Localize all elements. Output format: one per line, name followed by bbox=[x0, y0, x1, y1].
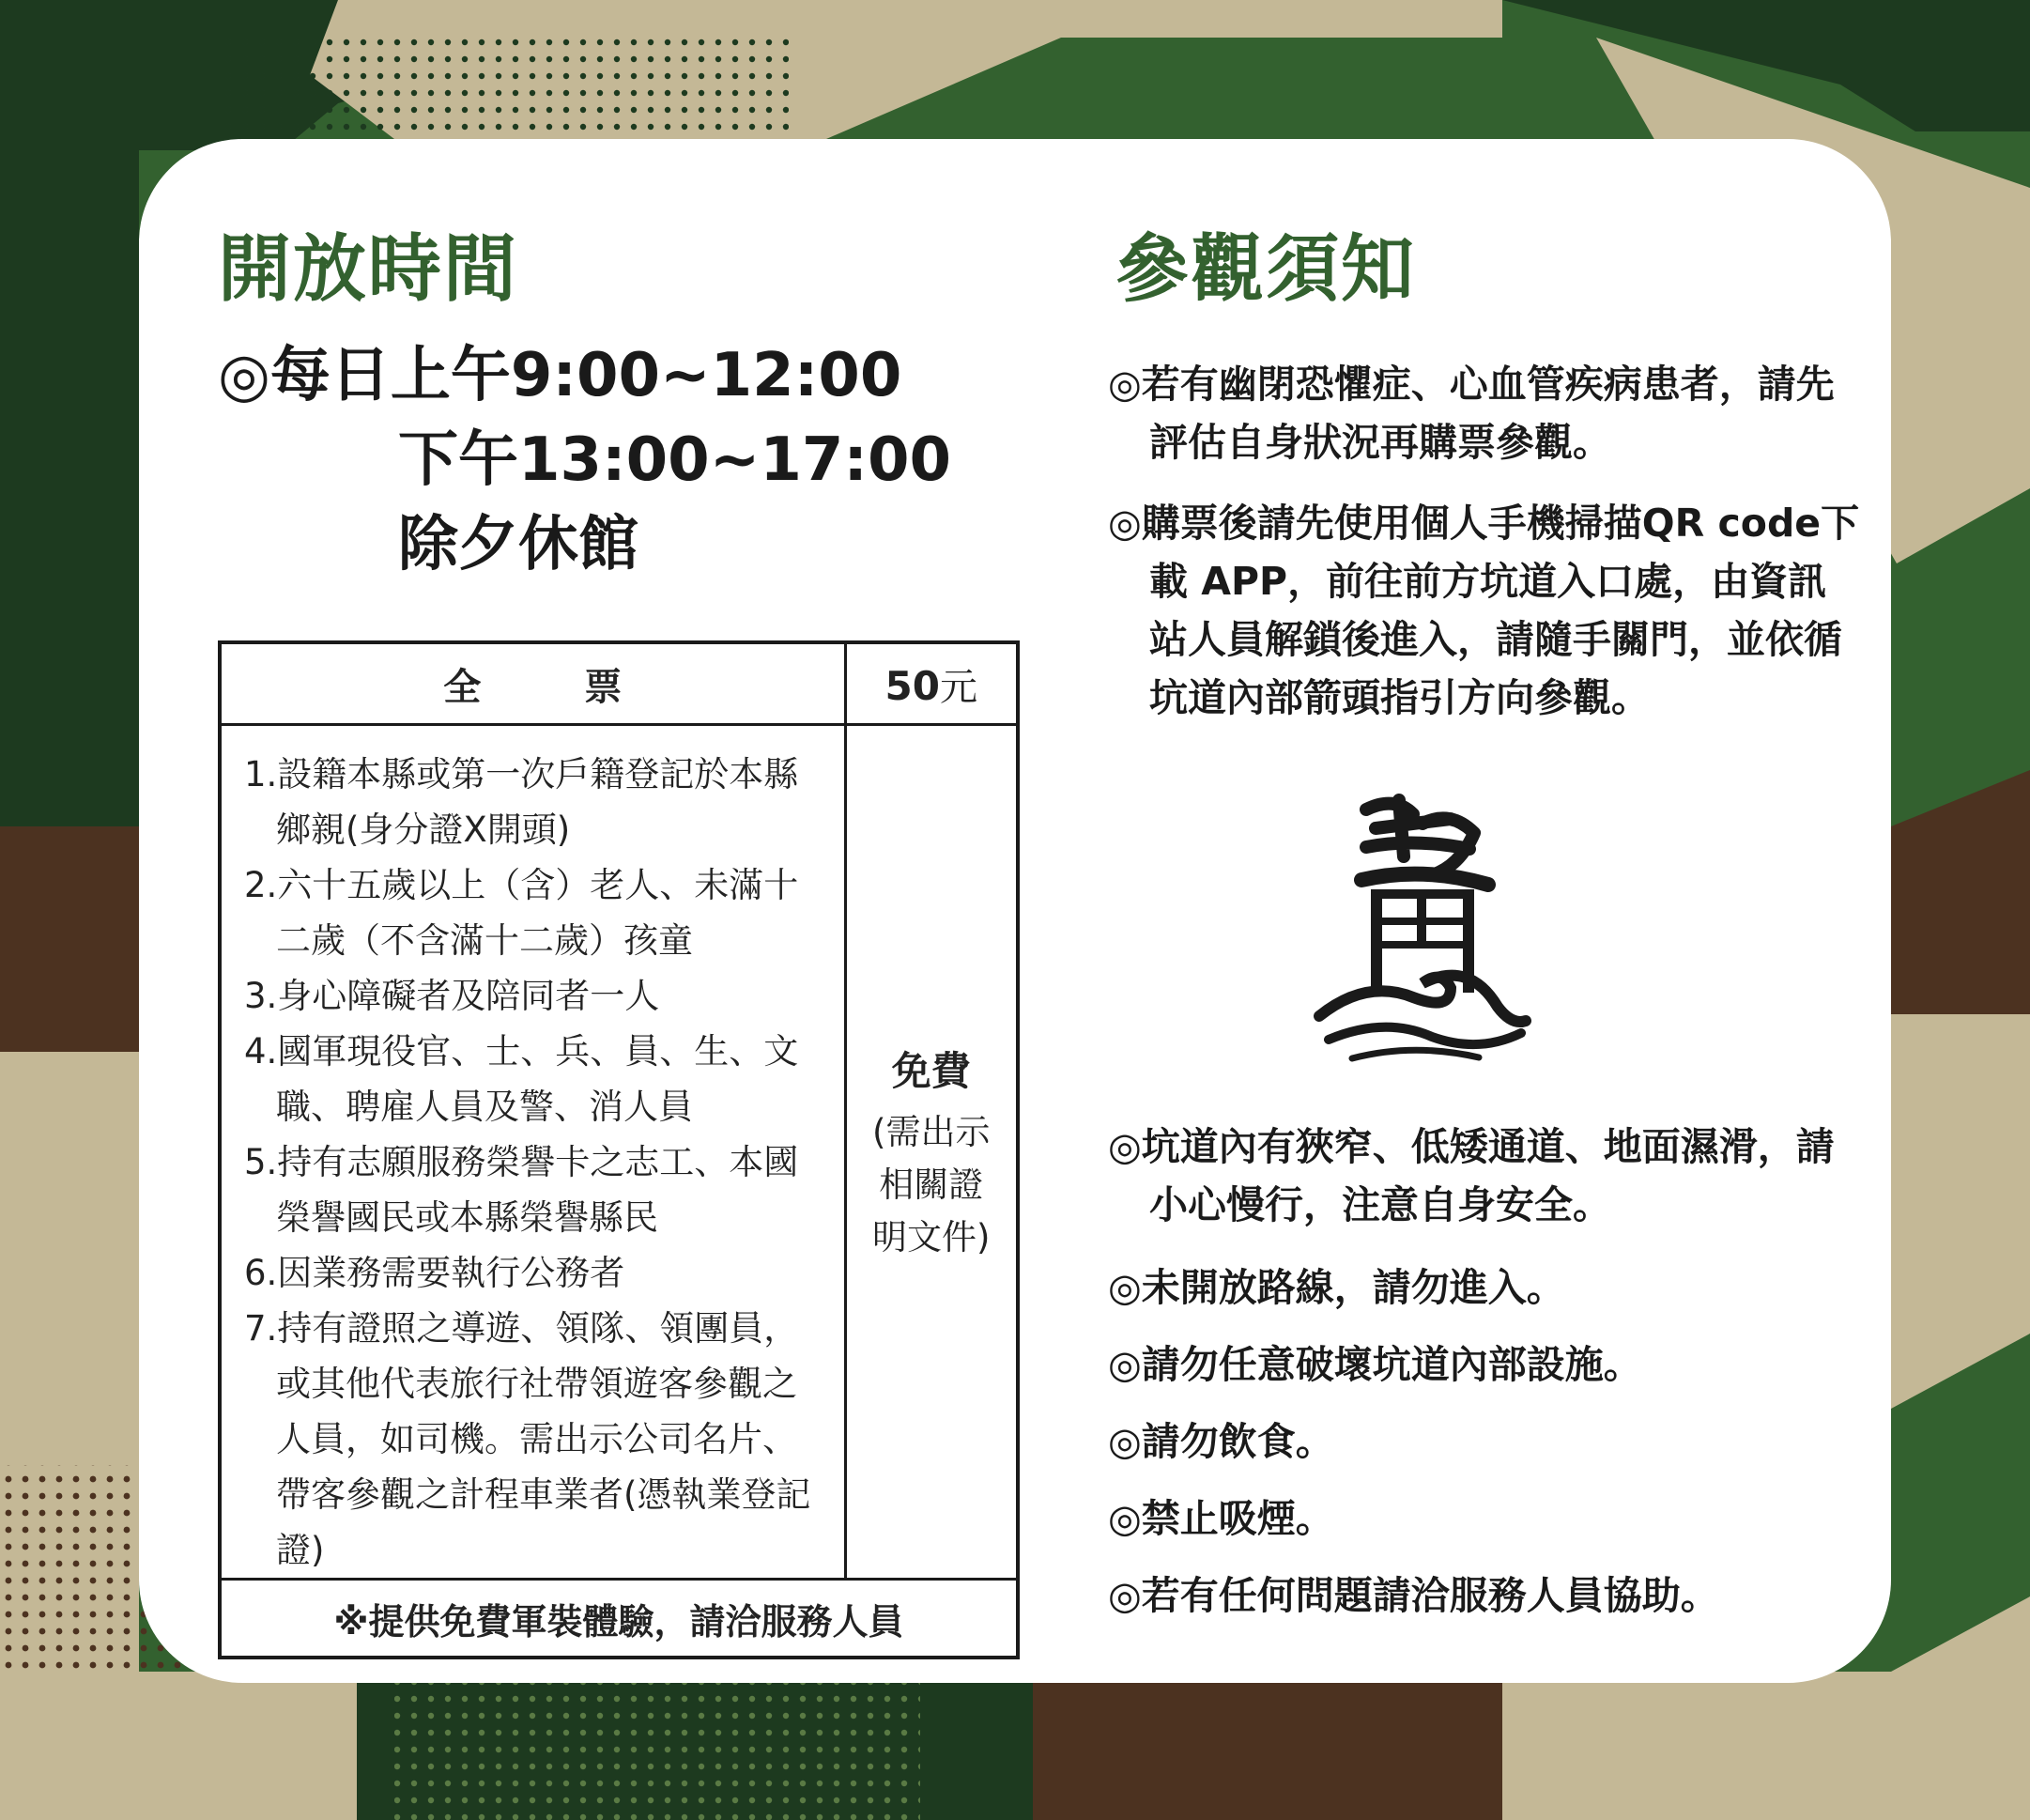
hours-weekday-morning: ◎每日上午9:00~12:00 bbox=[218, 341, 902, 410]
list-item: 4.國軍現役官、士、兵、員、生、文職、聘雇人員及警、消人員 bbox=[244, 1031, 799, 1127]
full-ticket-price-number: 50 bbox=[884, 662, 940, 709]
fee-table-footer-row bbox=[220, 1580, 1018, 1658]
fee-table-header-row bbox=[220, 642, 1018, 725]
notice-item: ◎未開放路線，請勿進入。 bbox=[1108, 1265, 1565, 1310]
list-item: 1.設籍本縣或第一次戶籍登記於本縣鄉親(身分證X開頭) bbox=[244, 754, 799, 850]
fee-table bbox=[218, 640, 1020, 1659]
full-ticket-price-unit: 元 bbox=[939, 665, 977, 709]
hours-afternoon: 下午13:00~17:00 bbox=[398, 425, 952, 495]
notice-item: ◎請勿任意破壞坑道內部設施。 bbox=[1108, 1342, 1642, 1387]
list-item: 3.身心障礙者及陪同者一人 bbox=[244, 976, 660, 1016]
notice-item: ◎若有任何問題請洽服務人員協助。 bbox=[1108, 1573, 1719, 1618]
free-requirement-note: (需出示相關證明文件) bbox=[872, 1111, 991, 1257]
list-item: 7.持有證照之導遊、領隊、領團員，或其他代表旅行社帶領遊客參觀之人員，如司機。需出示公司名片、帶客參觀之計程車業者(憑執業登記證) bbox=[244, 1308, 811, 1570]
notice-item: ◎請勿飲食。 bbox=[1108, 1419, 1334, 1464]
free-price-cell bbox=[845, 725, 1018, 1580]
visitor-notice-title: 參觀須知 bbox=[1115, 227, 1417, 312]
list-item: 6.因業務需要執行公務者 bbox=[244, 1253, 625, 1293]
free-eligibility-row bbox=[220, 725, 1018, 1580]
opening-hours-title: 開放時間 bbox=[218, 227, 519, 312]
list-item: 2.六十五歲以上（含）老人、未滿十二歲（不含滿十二歲）孩童 bbox=[244, 865, 799, 961]
logo-text: 龍門 bbox=[1423, 792, 1424, 793]
longmen-logo bbox=[1310, 791, 1535, 1072]
list-item: 5.持有志願服務榮譽卡之志工、本國榮譽國民或本縣榮譽縣民 bbox=[244, 1142, 799, 1238]
closed-note: 除夕休館 bbox=[398, 510, 638, 579]
notice-item: ◎若有幽閉恐懼症、心血管疾病患者，請先評估自身狀況再購票參觀。 bbox=[1108, 362, 1835, 465]
free-eligibility-list bbox=[244, 747, 831, 1578]
notice-item: ◎坑道內有狹窄、低矮通道、地面濕滑，請小心慢行，注意自身安全。 bbox=[1108, 1124, 1835, 1227]
notice-item: ◎購票後請先使用個人手機掃描QR code下載 APP，前往前方坑道入口處，由資訊站人員解鎖後進入，請隨手關門，並依循坑道內部箭頭指引方向參觀。 bbox=[1108, 501, 1860, 720]
uniform-experience-note: ※提供免費軍裝體驗，請洽服務人員 bbox=[220, 1580, 1018, 1658]
free-label: 免費 bbox=[891, 1047, 971, 1094]
free-eligibility-list-cell bbox=[220, 725, 845, 1580]
full-ticket-price bbox=[845, 642, 1018, 725]
notice-item: ◎禁止吸煙。 bbox=[1108, 1496, 1334, 1541]
full-ticket-label: 全票 bbox=[220, 642, 845, 725]
